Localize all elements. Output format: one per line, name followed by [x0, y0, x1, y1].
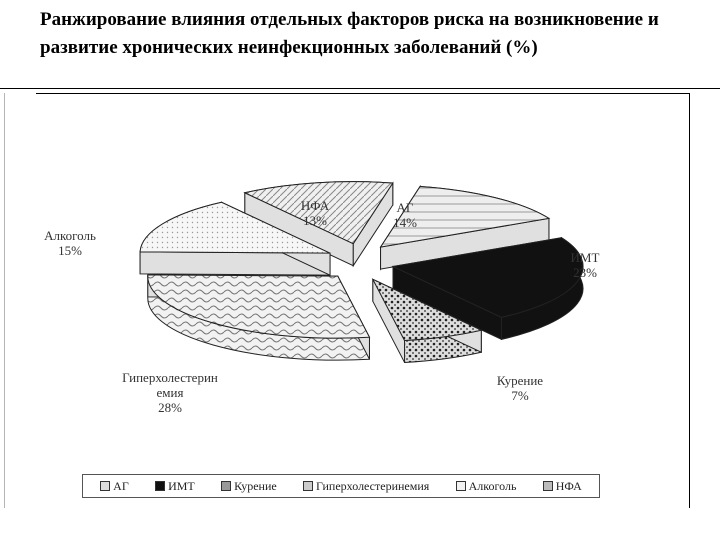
slice-label-алкоголь: Алкоголь 15% [44, 228, 96, 258]
legend-item-курение [221, 479, 277, 494]
legend-label: Алкоголь [468, 478, 517, 493]
slide-title: Ранжирование влияния отдельных факторов риска на возникновение и развитие хронических неинфекционных заболеваний (%) [40, 9, 659, 58]
legend-label: АГ [113, 478, 129, 493]
slice-label-аг: АГ 14% [393, 200, 417, 230]
pie-slices [140, 182, 583, 363]
slice-label-нфа: НФА 13% [300, 198, 330, 228]
legend-label: НФА [555, 478, 582, 493]
legend-swatch [303, 481, 313, 491]
slice-label-гиперхолестеринемия: Гиперхолестерин емия 28% [122, 370, 218, 415]
legend-swatch [221, 481, 231, 491]
legend-item-алкоголь [456, 479, 517, 494]
legend-item-аг [100, 479, 129, 494]
legend-label: ИМТ [168, 478, 195, 493]
legend-swatch [456, 481, 466, 491]
legend-item-гиперхолестеринемия [303, 479, 429, 494]
legend-item-нфа [543, 479, 582, 494]
legend-swatch [543, 481, 553, 491]
legend-label: Гиперхолестеринемия [316, 478, 430, 493]
legend-item-имт [155, 479, 195, 494]
slice-label-курение: Курение 7% [496, 373, 544, 403]
slice-гиперхолестеринемия [148, 275, 370, 360]
chart-legend [82, 474, 600, 498]
legend-swatch [100, 481, 110, 491]
legend-label: Курение [234, 478, 277, 493]
legend-swatch [155, 481, 165, 491]
slice-label-имт: ИМТ 23% [570, 250, 600, 280]
